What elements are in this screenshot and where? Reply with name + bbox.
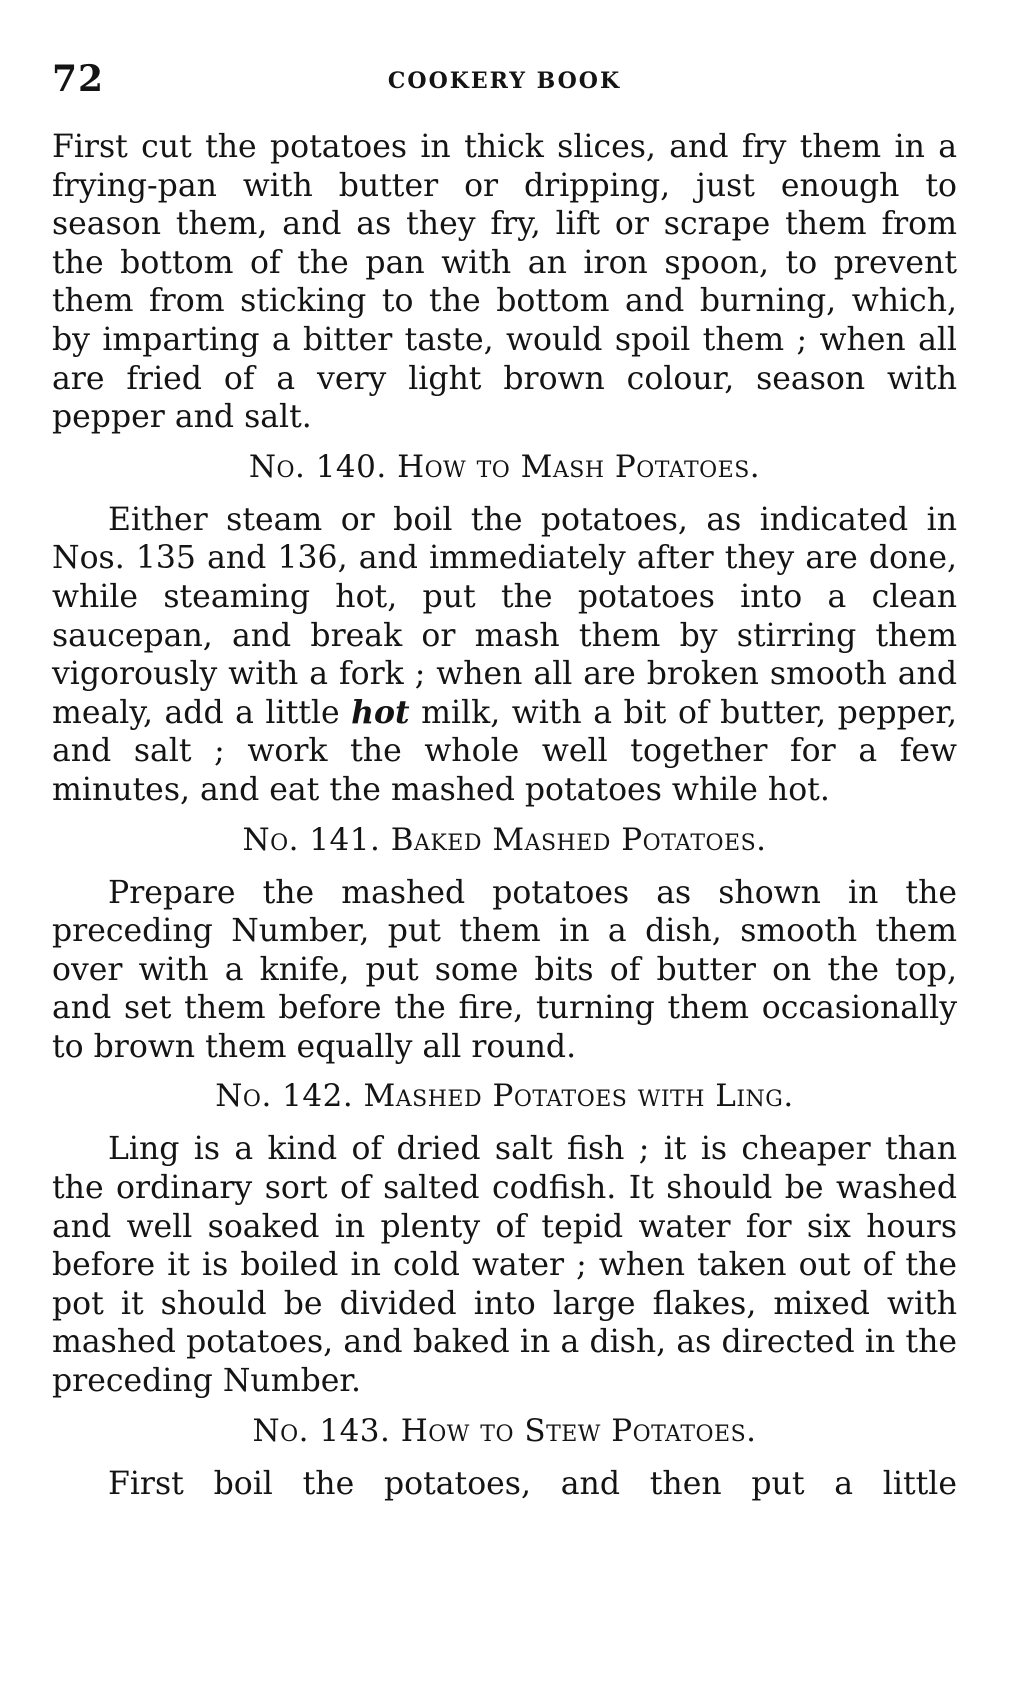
running-title: COOKERY BOOK <box>387 68 622 94</box>
recipe-text-143: First boil the potatoes, and then put a little <box>108 1465 957 1502</box>
recipe-text-140 <box>52 501 957 810</box>
recipe-heading-141: No. 141. Baked Mashed Potatoes. <box>242 821 767 858</box>
recipe-heading-143: No. 143. How to Stew Potatoes. <box>252 1412 757 1449</box>
recipe-text-141: Prepare the mashed potatoes as shown in the preceding Number, put them in a dish, smooth them over with a knife, put some bits of butter on the top, and set them before the fire, turning them occasionally to brown them equally all round. <box>52 874 957 1065</box>
page-header <box>52 58 957 106</box>
recipe-heading-140: No. 140. How to Mash Potatoes. <box>248 448 761 485</box>
book-page <box>52 58 957 1503</box>
page-number: 72 <box>52 58 105 100</box>
intro-paragraph: First cut the potatoes in thick slices, and fry them in a frying-pan with butter or dripping, just enough to season them, and as they fry, lift or scrape them from the bottom of the pan with an iron spoon, to prevent them from sticking to the bottom and burning, which, by imparting a bitter taste, would spoil them ; when all are fried of a very light brown colour, season with pepper and salt. <box>52 129 957 436</box>
recipe-text-140-italic: hot <box>351 693 410 731</box>
recipe-text-140-part2: milk, with a bit of butter, pepper, and salt ; work the whole well together for a few minutes, and eat the mashed potatoes while hot. <box>52 694 957 808</box>
recipe-text-142: Ling is a kind of dried salt fish ; it is cheaper than the ordinary sort of salted codfish. It should be washed and well soaked in plenty of tepid water for six hours before it is boiled in cold water ; when taken out of the pot it should be divided into large flakes, mixed with mashed potatoes, and baked in a dish, as directed in the preceding Number. <box>52 1131 957 1400</box>
recipe-heading-142: No. 142. Mashed Potatoes with Ling. <box>215 1078 794 1115</box>
recipe-text-140-part1: Either steam or boil the potatoes, as indicated in Nos. 135 and 136, and immediately after they are done, while steaming hot, put the potatoes into a clean saucepan, and break or mash them by stirring them vigorously with a fork ; when all are broken smooth and mealy, add a little <box>52 501 957 731</box>
